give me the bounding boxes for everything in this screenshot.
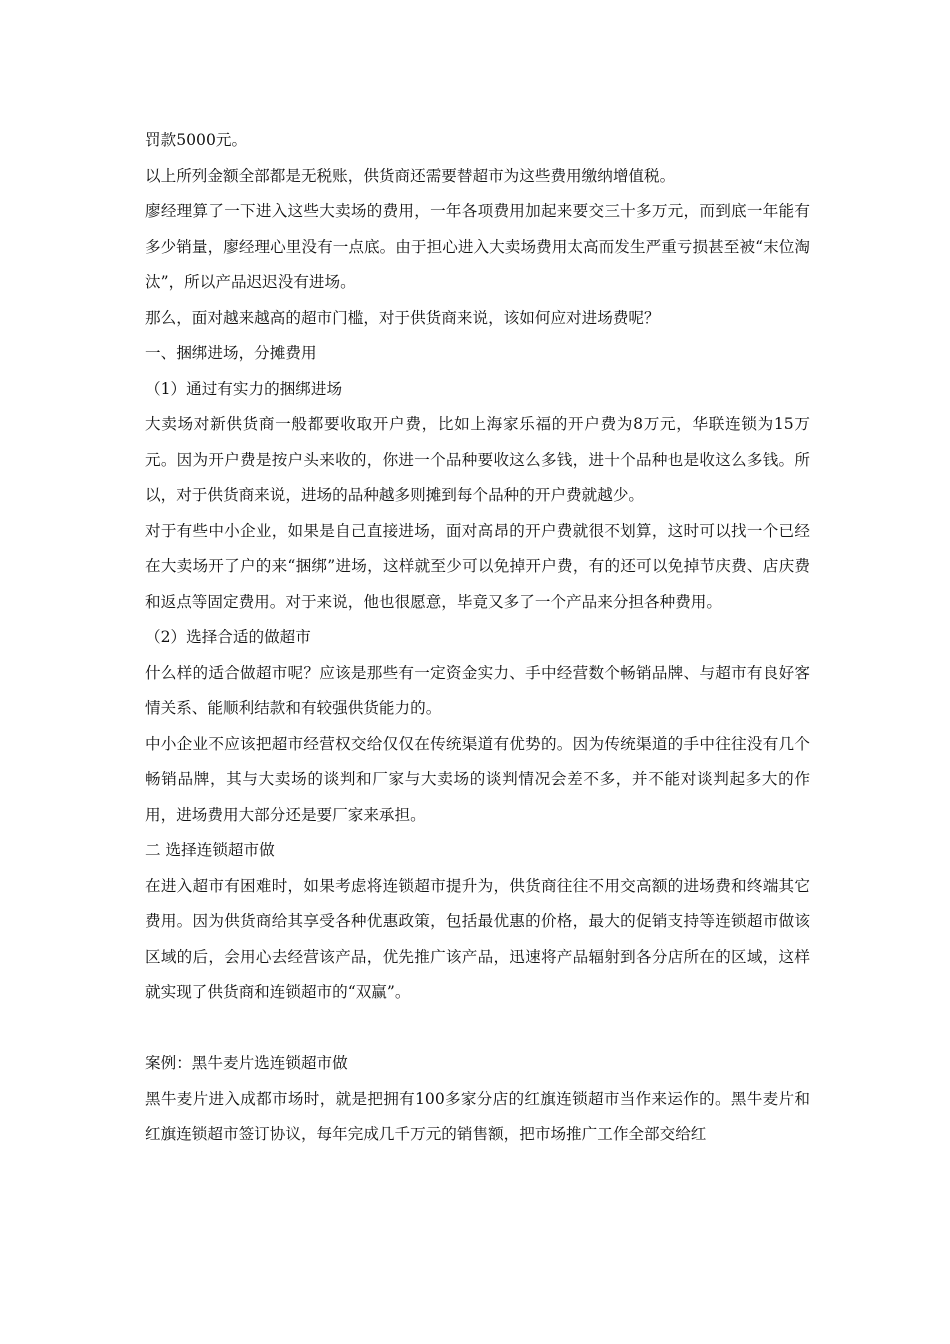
paragraph-traditional-channel: 中小企业不应该把超市经营权交给仅仅在传统渠道有优势的。因为传统渠道的手中往往没有几个畅销品牌，其与大卖场的谈判和厂家与大卖场的谈判情况会差不多，并不能对谈判起多大的作用，进场费用大部分还是要厂家来承担。 — [145, 734, 810, 824]
subheading-choose-partner: （2）选择合适的做超市 — [145, 628, 311, 646]
document-body — [145, 123, 810, 1153]
subheading-strong-partner: （1）通过有实力的捆绑进场 — [145, 379, 343, 398]
section-heading-chain-supermarket: 二 选择连锁超市做 — [145, 841, 275, 859]
paragraph-suitable-partner: 什么样的适合做超市呢？应该是那些有一定资金实力、手中经营数个畅销品牌、与超市有良好客情关系、能顺利结款和有较强供货能力的。 — [145, 663, 810, 717]
paragraph-account-fee: 大卖场对新供货商一般都要收取开户费，比如上海家乐福的开户费为8万元，华联连锁为15万元。因为开户费是按户头来收的，你进一个品种要收这么多钱，进十个品种也是收这么多钱。所以，对于供货商来说，进场的品种越多则摊到每个品种的开户费就越少。 — [145, 415, 810, 504]
paragraph-fine-amount: 罚款5000元。 — [145, 131, 248, 149]
paragraph-chain-benefits: 在进入超市有困难时，如果考虑将连锁超市提升为，供货商往往不用交高额的进场费和终端其它费用。因为供货商给其享受各种优惠政策，包括最优惠的价格，最大的促销支持等连锁超市做该区域的后，会用心去经营该产品，优先推广该产品，迅速将产品辐射到各分店所在的区域，这样就实现了供货商和连锁超市的“双赢”。 — [145, 876, 810, 1001]
paragraph-small-enterprises: 对于有些中小企业，如果是自己直接进场，面对高昂的开户费就很不划算，这时可以找一个已经在大卖场开了户的来“捆绑”进场，这样就至少可以免掉开户费，有的还可以免掉节庆费、店庆费和返点等固定费用。对于来说，他也很愿意，毕竟又多了一个产品来分担各种费用。 — [145, 521, 810, 611]
paragraph-tax-note: 以上所列金额全部都是无税账，供货商还需要替超市为这些费用缴纳增值税。 — [145, 166, 676, 185]
paragraph-manager-calculation: 廖经理算了一下进入这些大卖场的费用，一年各项费用加起来要交三十多万元，而到底一年能有多少销量，廖经理心里没有一点底。由于担心进入大卖场费用太高而发生严重亏损甚至被“末位淘汰”，所以产品迟迟没有进场。 — [145, 202, 810, 291]
paragraph-question: 那么，面对越来越高的超市门槛，对于供货商来说，该如何应对进场费呢？ — [145, 308, 660, 327]
paragraph-case-study: 黑牛麦片进入成都市场时，就是把拥有100多家分店的红旗连锁超市当作来运作的。黑牛麦片和红旗连锁超市签订协议，每年完成几千万元的销售额，把市场推广工作全部交给红 — [145, 1089, 810, 1143]
section-heading-bundled-entry: 一、捆绑进场，分摊费用 — [145, 344, 317, 362]
blank-line — [145, 1011, 810, 1047]
case-heading: 案例：黑牛麦片选连锁超市做 — [145, 1054, 348, 1072]
